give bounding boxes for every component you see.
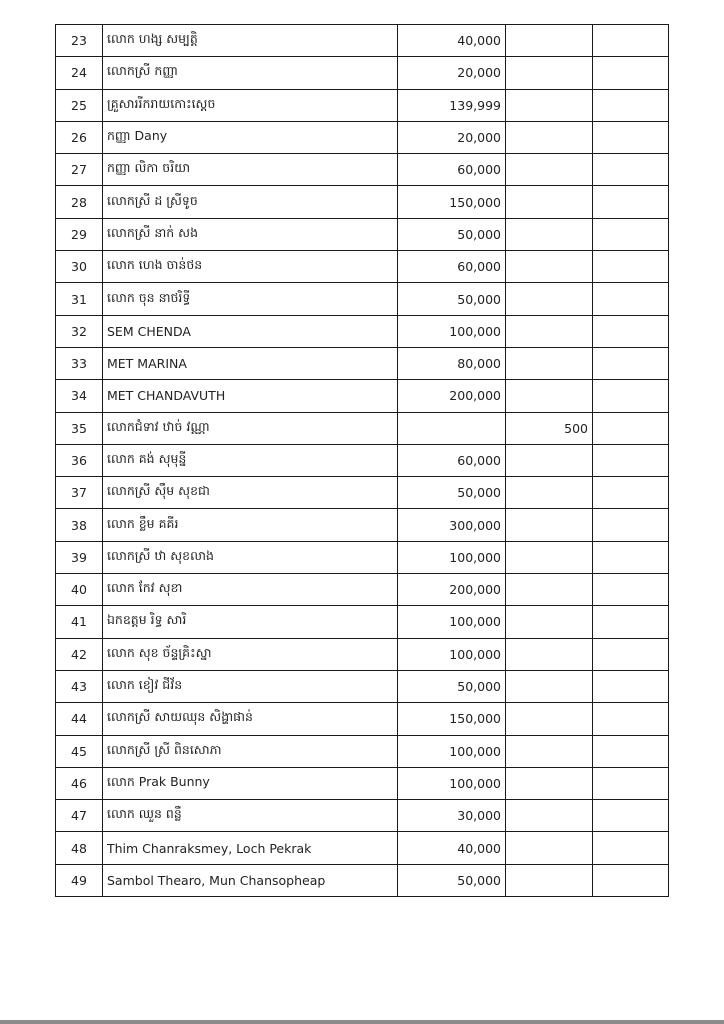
extra-amount: 500 xyxy=(506,412,593,444)
donor-name: លោក ហេង ចាន់ថន xyxy=(103,251,398,283)
donor-name: លោក សុខ ច័ន្ទគ្រិះស្នា xyxy=(103,638,398,670)
row-number: 35 xyxy=(56,412,103,444)
extra-amount xyxy=(506,477,593,509)
blank-cell xyxy=(593,121,669,153)
donation-amount: 40,000 xyxy=(398,25,506,57)
donor-name: លោក ចុន នាថរិទ្ធី xyxy=(103,283,398,315)
table-row xyxy=(56,800,669,832)
extra-amount xyxy=(506,638,593,670)
donation-amount: 60,000 xyxy=(398,444,506,476)
blank-cell xyxy=(593,186,669,218)
row-number: 31 xyxy=(56,283,103,315)
row-number: 43 xyxy=(56,670,103,702)
blank-cell xyxy=(593,574,669,606)
donation-amount: 60,000 xyxy=(398,251,506,283)
row-number: 28 xyxy=(56,186,103,218)
table-row xyxy=(56,703,669,735)
table-row xyxy=(56,638,669,670)
blank-cell xyxy=(593,25,669,57)
row-number: 30 xyxy=(56,251,103,283)
donation-amount: 200,000 xyxy=(398,380,506,412)
table-row xyxy=(56,832,669,864)
row-number: 45 xyxy=(56,735,103,767)
extra-amount xyxy=(506,25,593,57)
blank-cell xyxy=(593,606,669,638)
donor-name: SEM CHENDA xyxy=(103,315,398,347)
extra-amount xyxy=(506,121,593,153)
row-number: 40 xyxy=(56,574,103,606)
blank-cell xyxy=(593,283,669,315)
donor-name: Sambol Thearo, Mun Chansopheap xyxy=(103,864,398,896)
donation-amount: 100,000 xyxy=(398,638,506,670)
row-number: 25 xyxy=(56,89,103,121)
donor-name: លោក គង់ សុមុន្នី xyxy=(103,444,398,476)
blank-cell xyxy=(593,670,669,702)
table-row xyxy=(56,315,669,347)
table-row xyxy=(56,25,669,57)
donor-name: កញ្ញា លិកា ចរិយា xyxy=(103,154,398,186)
donation-amount: 100,000 xyxy=(398,767,506,799)
donation-amount: 50,000 xyxy=(398,477,506,509)
row-number: 49 xyxy=(56,864,103,896)
donation-amount: 150,000 xyxy=(398,186,506,218)
donation-amount: 100,000 xyxy=(398,735,506,767)
blank-cell xyxy=(593,251,669,283)
donation-amount: 60,000 xyxy=(398,154,506,186)
donation-amount: 80,000 xyxy=(398,347,506,379)
donor-name: លោកស្រី ស្រី ពិនសោភា xyxy=(103,735,398,767)
extra-amount xyxy=(506,606,593,638)
table-row xyxy=(56,735,669,767)
blank-cell xyxy=(593,89,669,121)
extra-amount xyxy=(506,315,593,347)
row-number: 38 xyxy=(56,509,103,541)
row-number: 24 xyxy=(56,57,103,89)
row-number: 36 xyxy=(56,444,103,476)
table-row xyxy=(56,186,669,218)
row-number: 46 xyxy=(56,767,103,799)
donor-name: លោក ឈួន ពន្លឺ xyxy=(103,800,398,832)
table-row xyxy=(56,283,669,315)
table-row xyxy=(56,154,669,186)
row-number: 29 xyxy=(56,218,103,250)
table-row xyxy=(56,509,669,541)
table-row xyxy=(56,477,669,509)
table-row xyxy=(56,89,669,121)
blank-cell xyxy=(593,735,669,767)
extra-amount xyxy=(506,574,593,606)
page-bottom-edge xyxy=(0,1020,724,1024)
row-number: 33 xyxy=(56,347,103,379)
blank-cell xyxy=(593,347,669,379)
donor-name: លោក ហង្ស សម្បត្តិ xyxy=(103,25,398,57)
blank-cell xyxy=(593,412,669,444)
donor-name: លោក ខ្លឹម គគីរ xyxy=(103,509,398,541)
blank-cell xyxy=(593,154,669,186)
extra-amount xyxy=(506,57,593,89)
blank-cell xyxy=(593,218,669,250)
extra-amount xyxy=(506,251,593,283)
extra-amount xyxy=(506,509,593,541)
donor-name: លោកស្រី នាក់ សង xyxy=(103,218,398,250)
extra-amount xyxy=(506,218,593,250)
extra-amount xyxy=(506,541,593,573)
donor-name: ឯកឧត្តម រិទ្ធ សារិ xyxy=(103,606,398,638)
donation-amount: 50,000 xyxy=(398,283,506,315)
extra-amount xyxy=(506,703,593,735)
blank-cell xyxy=(593,57,669,89)
table-row xyxy=(56,380,669,412)
extra-amount xyxy=(506,89,593,121)
blank-cell xyxy=(593,444,669,476)
table-row xyxy=(56,574,669,606)
blank-cell xyxy=(593,703,669,735)
donation-amount: 200,000 xyxy=(398,574,506,606)
donation-amount: 50,000 xyxy=(398,864,506,896)
extra-amount xyxy=(506,380,593,412)
table-row xyxy=(56,444,669,476)
extra-amount xyxy=(506,800,593,832)
extra-amount xyxy=(506,283,593,315)
blank-cell xyxy=(593,638,669,670)
extra-amount xyxy=(506,154,593,186)
donation-amount: 300,000 xyxy=(398,509,506,541)
donor-name: គ្រួសាររីករាយកោះស្តេច xyxy=(103,89,398,121)
table-row xyxy=(56,57,669,89)
table-body xyxy=(56,25,669,897)
table-row xyxy=(56,606,669,638)
row-number: 37 xyxy=(56,477,103,509)
row-number: 47 xyxy=(56,800,103,832)
row-number: 27 xyxy=(56,154,103,186)
row-number: 32 xyxy=(56,315,103,347)
table-row xyxy=(56,864,669,896)
row-number: 41 xyxy=(56,606,103,638)
blank-cell xyxy=(593,541,669,573)
blank-cell xyxy=(593,509,669,541)
donor-name: MET CHANDAVUTH xyxy=(103,380,398,412)
donation-amount: 139,999 xyxy=(398,89,506,121)
donor-name: Thim Chanraksmey, Loch Pekrak xyxy=(103,832,398,864)
donor-name: កញ្ញា Dany xyxy=(103,121,398,153)
donor-name: លោកស្រី ឋា សុខលាង xyxy=(103,541,398,573)
table-row xyxy=(56,541,669,573)
extra-amount xyxy=(506,347,593,379)
blank-cell xyxy=(593,315,669,347)
donor-name: លោកស្រី សាយឈុន សិង្ហាផាន់ xyxy=(103,703,398,735)
row-number: 39 xyxy=(56,541,103,573)
row-number: 42 xyxy=(56,638,103,670)
donation-amount: 100,000 xyxy=(398,606,506,638)
blank-cell xyxy=(593,800,669,832)
row-number: 23 xyxy=(56,25,103,57)
donation-amount: 50,000 xyxy=(398,670,506,702)
row-number: 34 xyxy=(56,380,103,412)
extra-amount xyxy=(506,735,593,767)
donation-amount: 20,000 xyxy=(398,57,506,89)
extra-amount xyxy=(506,186,593,218)
table-row xyxy=(56,767,669,799)
table-row xyxy=(56,670,669,702)
donation-amount: 20,000 xyxy=(398,121,506,153)
donor-name: MET MARINA xyxy=(103,347,398,379)
extra-amount xyxy=(506,444,593,476)
donor-name: លោកស្រី ស៊ឹម សុខជា xyxy=(103,477,398,509)
extra-amount xyxy=(506,670,593,702)
donor-name: លោកស្រី កញ្ញា xyxy=(103,57,398,89)
blank-cell xyxy=(593,767,669,799)
donor-name: លោក Prak Bunny xyxy=(103,767,398,799)
table-row xyxy=(56,347,669,379)
row-number: 26 xyxy=(56,121,103,153)
donation-amount: 30,000 xyxy=(398,800,506,832)
blank-cell xyxy=(593,477,669,509)
donation-amount: 50,000 xyxy=(398,218,506,250)
blank-cell xyxy=(593,832,669,864)
blank-cell xyxy=(593,380,669,412)
donor-name: លោកស្រី ដ ស្រីទូច xyxy=(103,186,398,218)
extra-amount xyxy=(506,864,593,896)
extra-amount xyxy=(506,767,593,799)
table-row xyxy=(56,121,669,153)
donation-amount: 100,000 xyxy=(398,541,506,573)
donor-name: លោក ខៀវ ជីវ័ន xyxy=(103,670,398,702)
table-row xyxy=(56,218,669,250)
row-number: 48 xyxy=(56,832,103,864)
donor-name: លោកជំទាវ ឋាច់ វណ្ណា xyxy=(103,412,398,444)
donor-name: លោក កែវ សុខា xyxy=(103,574,398,606)
table-row xyxy=(56,251,669,283)
donation-amount: 40,000 xyxy=(398,832,506,864)
table-row xyxy=(56,412,669,444)
donation-amount xyxy=(398,412,506,444)
extra-amount xyxy=(506,832,593,864)
row-number: 44 xyxy=(56,703,103,735)
donation-table xyxy=(55,24,669,897)
donation-amount: 150,000 xyxy=(398,703,506,735)
blank-cell xyxy=(593,864,669,896)
donation-amount: 100,000 xyxy=(398,315,506,347)
